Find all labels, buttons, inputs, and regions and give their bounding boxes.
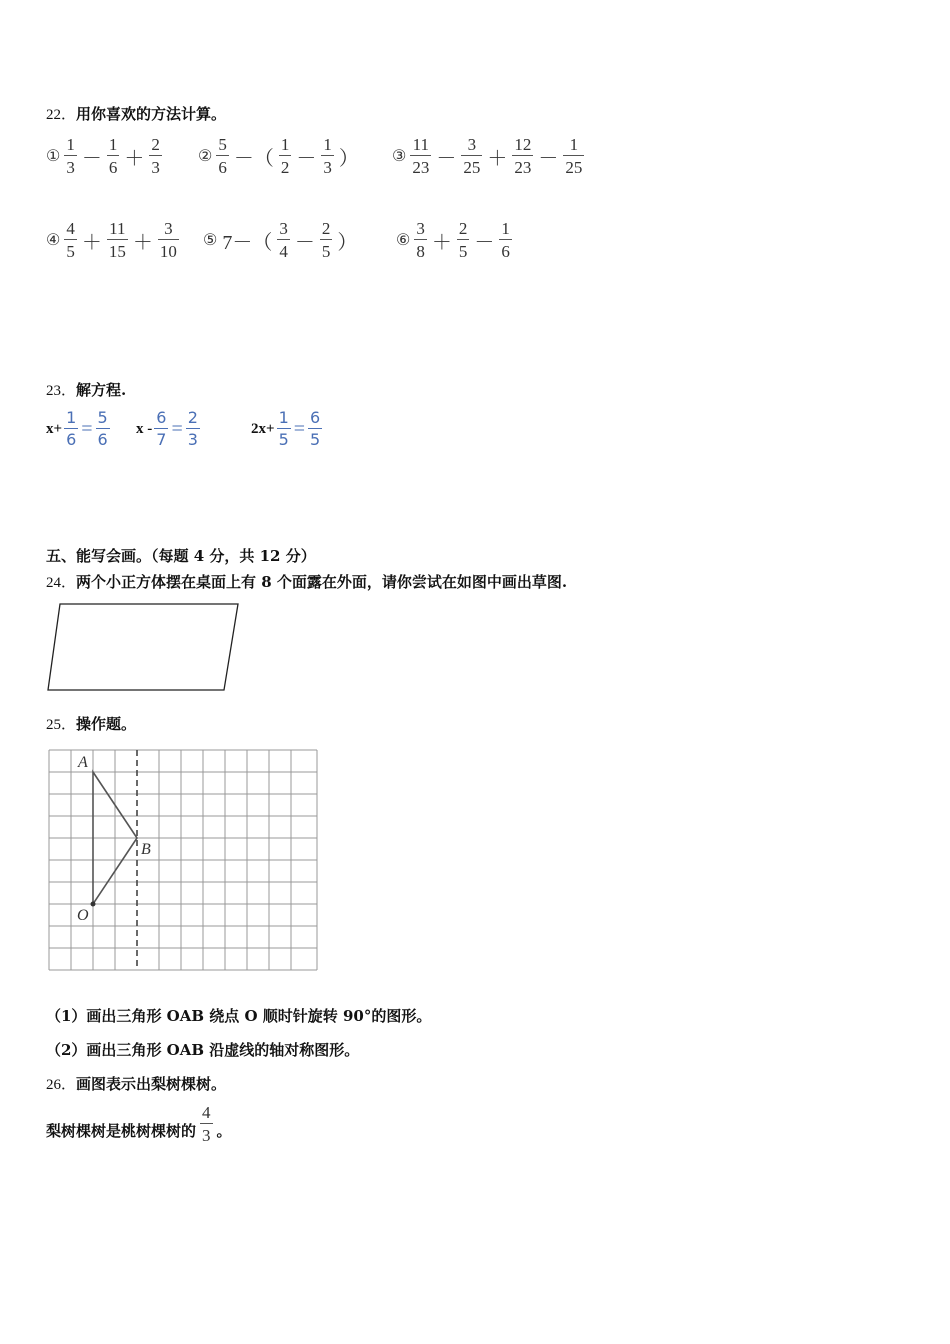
- q23-title: 解方程.: [76, 381, 127, 399]
- fraction-denominator: 7: [156, 430, 167, 449]
- fraction-numerator: 3: [467, 135, 477, 154]
- q25-sub-1: （1）画出三角形 OAB 绕点 O 顺时针旋转 90°的图形。: [46, 1007, 432, 1025]
- q23-heading: [46, 379, 126, 400]
- label-b: B: [141, 841, 151, 858]
- q22-heading: [46, 103, 226, 124]
- expression-mark: ②: [198, 148, 213, 165]
- equals-sign: =: [171, 417, 183, 440]
- equation-3: [251, 410, 324, 448]
- fraction-numerator: 1: [66, 408, 77, 427]
- operator: －: [296, 147, 317, 170]
- fraction-denominator: 23: [512, 155, 533, 176]
- fraction-denominator: 25: [461, 155, 482, 176]
- grid-figure: [46, 748, 320, 974]
- operator: ＋: [81, 231, 102, 254]
- fraction-denominator: 6: [499, 239, 512, 260]
- expression-mark: ④: [46, 232, 61, 249]
- q25-sub-2: （2）画出三角形 OAB 沿虚线的轴对称图形。: [46, 1041, 360, 1059]
- operator: ）: [337, 231, 358, 254]
- q22-expression-6: [396, 220, 514, 260]
- fraction: [321, 136, 334, 176]
- fraction: [107, 220, 128, 260]
- expression-mark: ⑥: [396, 232, 411, 249]
- fraction-numerator: 6: [156, 408, 167, 427]
- fraction: [154, 410, 168, 448]
- fraction-denominator: 10: [158, 239, 179, 260]
- fraction-numerator: 1: [108, 135, 118, 154]
- fraction-numerator: 1: [280, 135, 290, 154]
- fraction-numerator: 2: [151, 135, 160, 154]
- fraction: [512, 136, 533, 176]
- equation-lhs: x -: [136, 420, 153, 437]
- q22-expression-2: [198, 136, 362, 176]
- fraction-numerator: 4: [66, 219, 75, 238]
- fraction-numerator: 3: [416, 219, 425, 238]
- q26-fraction: [200, 1104, 213, 1144]
- fraction-numerator: 5: [218, 135, 227, 154]
- fraction-denominator: 6: [97, 430, 108, 449]
- fraction: [186, 410, 200, 448]
- fraction-numerator: 11: [412, 135, 430, 154]
- equation-lhs: 2x+: [251, 420, 275, 437]
- fraction-denominator: 25: [563, 155, 584, 176]
- fraction-numerator: 1: [66, 135, 75, 154]
- fraction-denominator: 3: [187, 430, 198, 449]
- operator: ＋: [487, 147, 508, 170]
- operator: ＋: [431, 231, 452, 254]
- q24-text: [46, 571, 567, 592]
- label-a: A: [78, 754, 88, 771]
- fraction: [457, 220, 470, 260]
- fraction-denominator: 8: [414, 239, 427, 260]
- q26-statement: [46, 1104, 232, 1144]
- q26-text-before: 梨树棵树是桃树棵树的: [46, 1122, 197, 1140]
- fraction-denominator: 5: [310, 430, 321, 449]
- q22-expression-4: [46, 220, 181, 260]
- point-o: [91, 902, 96, 907]
- fraction: [107, 136, 120, 176]
- fraction: [320, 220, 333, 260]
- fraction: [216, 136, 229, 176]
- q26-text-after: 。: [216, 1122, 232, 1140]
- operator: －: [474, 231, 495, 254]
- q22-expression-5: [203, 220, 360, 260]
- expression-mark: ①: [46, 148, 61, 165]
- fraction-denominator: 3: [64, 155, 77, 176]
- q22-expression-1: [46, 136, 164, 176]
- fraction: [279, 136, 292, 176]
- fraction: [277, 410, 291, 448]
- fraction-denominator: 3: [149, 155, 162, 176]
- fraction-denominator: 2: [279, 155, 292, 176]
- fraction: [96, 410, 110, 448]
- section-5-heading: 五、能写会画。（每题 4 分，共 12 分）: [46, 547, 316, 565]
- operator: ）: [338, 147, 359, 170]
- q26-number: 26．: [46, 1077, 77, 1093]
- fraction-denominator: 4: [277, 239, 290, 260]
- q25-heading: [46, 713, 136, 734]
- fraction-numerator: 5: [97, 408, 108, 427]
- fraction-denominator: 5: [64, 239, 77, 260]
- operator: －: [81, 147, 102, 170]
- fraction: [410, 136, 431, 176]
- fraction-denominator: 23: [410, 155, 431, 176]
- q22-title: 用你喜欢的方法计算。: [76, 105, 227, 123]
- operator: －: [294, 231, 315, 254]
- equation-1: [46, 410, 112, 448]
- q25-title: 操作题。: [76, 715, 137, 733]
- fraction: [461, 136, 482, 176]
- fraction-numerator: 1: [501, 219, 510, 238]
- fraction-numerator: 2: [321, 219, 331, 238]
- q26-fraction-numerator: 4: [202, 1103, 211, 1122]
- equation-2: [136, 410, 202, 448]
- fraction: [64, 136, 77, 176]
- fraction: [563, 136, 584, 176]
- operator: －: [436, 147, 457, 170]
- q26-title: 画图表示出梨树棵树。: [76, 1075, 227, 1093]
- fraction-denominator: 6: [216, 155, 229, 176]
- q25-number: 25．: [46, 717, 77, 733]
- equals-sign: =: [293, 417, 306, 440]
- fraction-denominator: 3: [321, 155, 334, 176]
- fraction: [64, 220, 77, 260]
- fraction-numerator: 1: [323, 135, 332, 154]
- fraction-numerator: 1: [569, 135, 579, 154]
- fraction: [149, 136, 162, 176]
- expression-mark: ⑤: [203, 232, 218, 249]
- label-o: O: [77, 907, 89, 924]
- q22-expression-3: [392, 136, 586, 176]
- grid-lines: [49, 750, 317, 970]
- q24-body: 两个小正方体摆在桌面上有 8 个面露在外面，请你尝试在如图中画出草图.: [76, 573, 568, 591]
- fraction-numerator: 12: [514, 135, 532, 154]
- fraction-denominator: 6: [66, 430, 77, 449]
- operator: －（: [233, 147, 274, 170]
- q24-number: 24．: [46, 575, 77, 591]
- fraction: [158, 220, 179, 260]
- fraction-denominator: 5: [320, 239, 333, 260]
- equals-sign: =: [81, 417, 93, 440]
- equation-lhs: x+: [46, 420, 63, 437]
- q23-number: 23．: [46, 383, 77, 399]
- fraction-denominator: 6: [107, 155, 120, 176]
- fraction-numerator: 2: [187, 408, 198, 427]
- fraction-numerator: 2: [458, 219, 468, 238]
- fraction: [277, 220, 290, 260]
- fraction-numerator: 1: [278, 408, 289, 427]
- fraction-denominator: 15: [107, 239, 128, 260]
- expression-mark: ③: [392, 148, 407, 165]
- fraction: [64, 410, 78, 448]
- fraction-denominator: 5: [457, 239, 470, 260]
- fraction-numerator: 3: [164, 219, 173, 238]
- parallelogram-drawing-area: [44, 600, 244, 696]
- operator: ＋: [124, 147, 145, 170]
- operator: 7－（: [222, 231, 273, 254]
- fraction-numerator: 3: [279, 219, 288, 238]
- operator: －: [538, 147, 559, 170]
- q22-number: 22．: [46, 107, 77, 123]
- fraction-denominator: 5: [278, 430, 289, 449]
- q26-heading: [46, 1073, 226, 1094]
- operator: ＋: [132, 231, 153, 254]
- fraction: [499, 220, 512, 260]
- fraction-numerator: 6: [310, 408, 321, 427]
- fraction: [308, 410, 322, 448]
- fraction: [414, 220, 427, 260]
- q26-fraction-denominator: 3: [200, 1123, 213, 1144]
- fraction-numerator: 11: [109, 219, 126, 238]
